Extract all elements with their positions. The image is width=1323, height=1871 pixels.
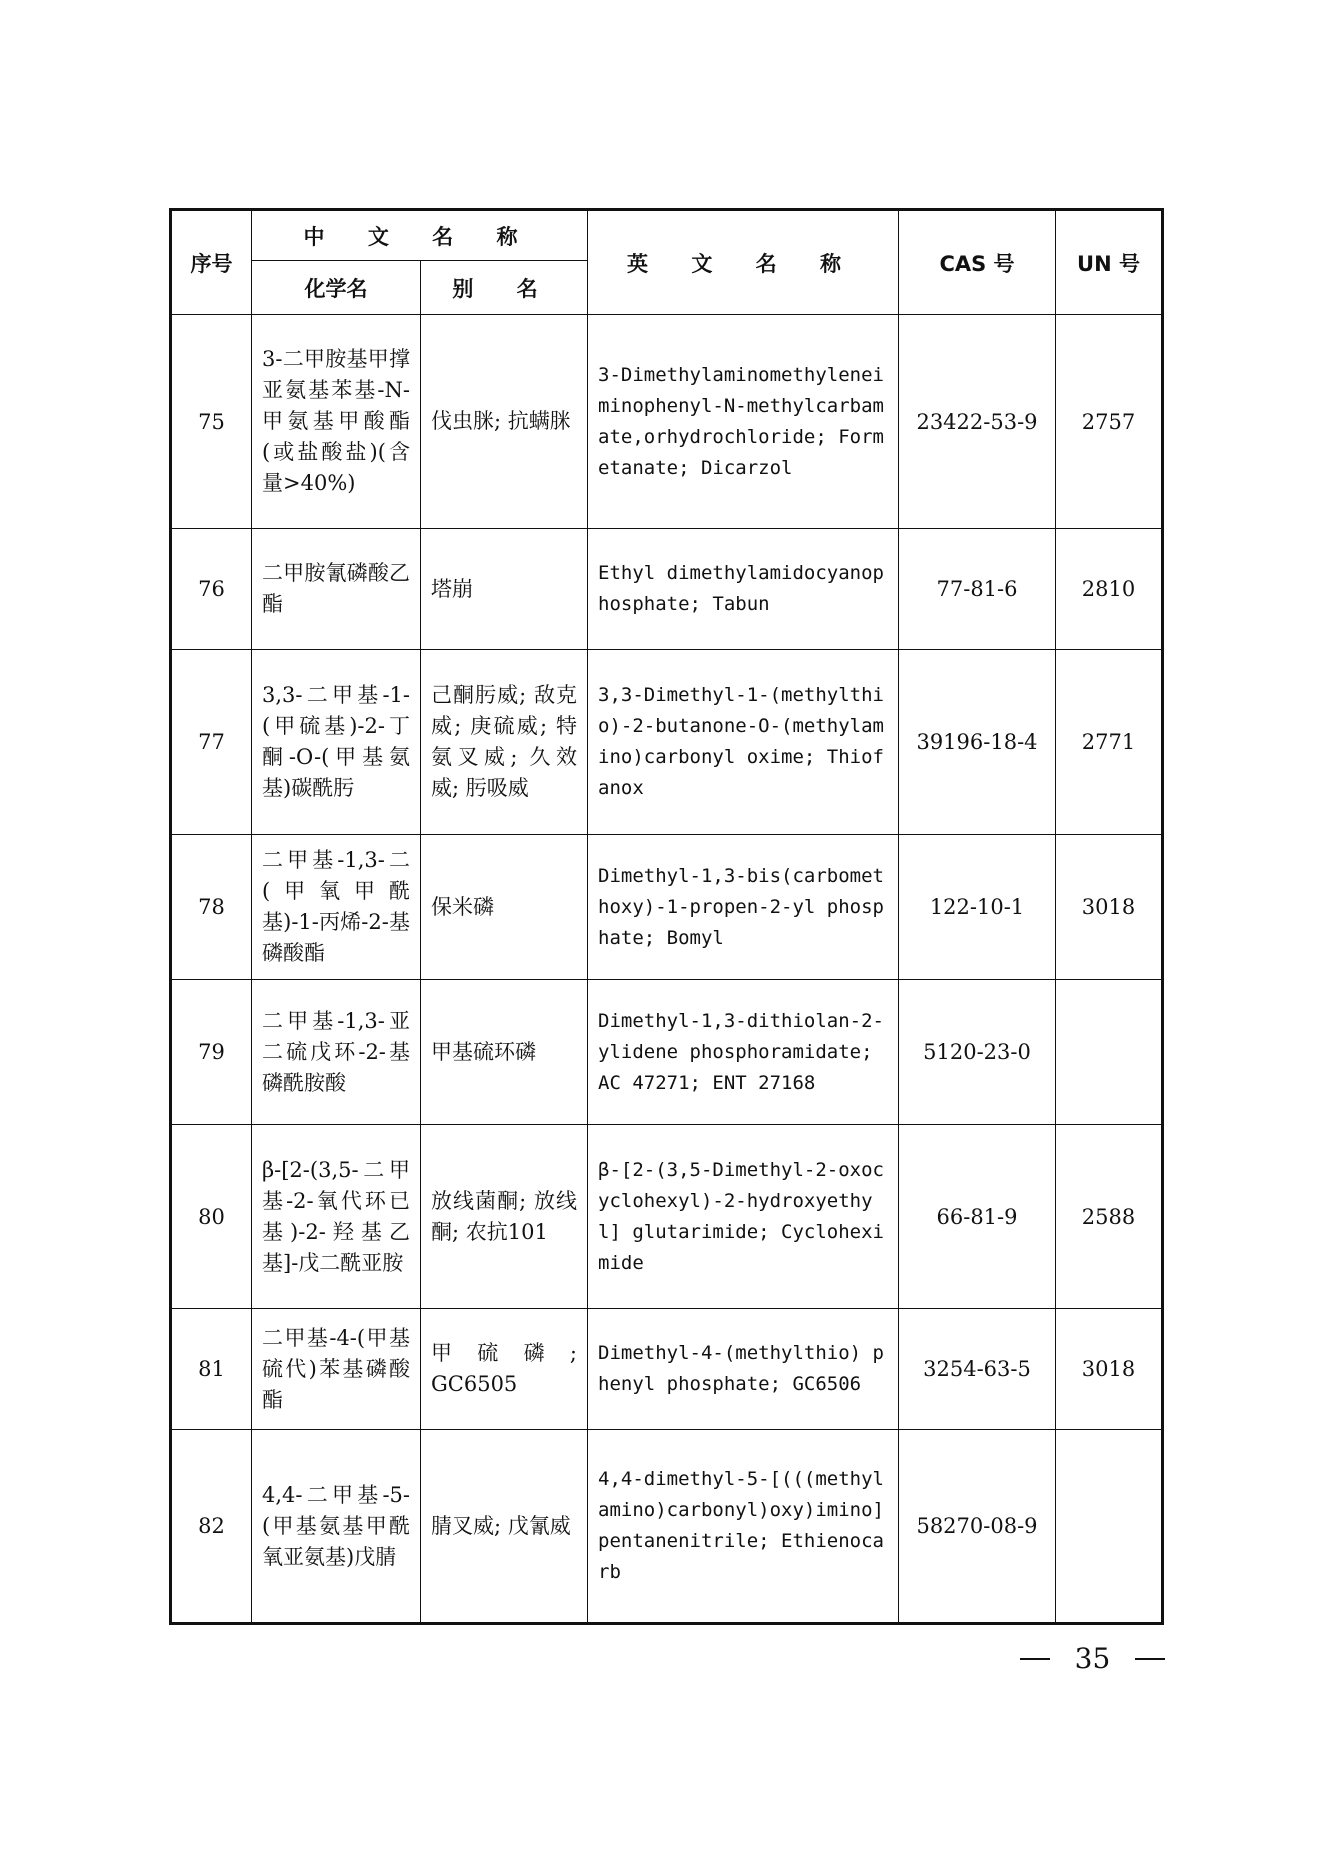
row-cas: 23422-53-9 [899, 315, 1056, 529]
row-un: 2757 [1056, 315, 1163, 529]
header-chinese-name: 中 文 名 称 [252, 210, 588, 261]
row-seq: 81 [171, 1309, 252, 1430]
row-chemical-name: 二甲基-4-(甲基硫代)苯基磷酸酯 [252, 1309, 421, 1430]
row-english-name: 4,4-dimethyl-5-[(((methylamino)carbonyl)oxy)imino]pentanenitrile; Ethienocarb [588, 1430, 899, 1624]
chemical-table-container [169, 208, 1161, 1625]
table-row [171, 1430, 1163, 1624]
row-un [1056, 1430, 1163, 1624]
table-row [171, 315, 1163, 529]
row-english-name: β-[2-(3,5-Dimethyl-2-oxocyclohexyl)-2-hydroxyethyl] glutarimide; Cycloheximide [588, 1125, 899, 1309]
header-english-name: 英 文 名 称 [588, 210, 899, 315]
table-row [171, 980, 1163, 1125]
chemical-table [169, 208, 1164, 1625]
header-chemical-name: 化学名 [252, 261, 421, 315]
row-cas: 66-81-9 [899, 1125, 1056, 1309]
page-number: 35 [1074, 1642, 1111, 1675]
row-english-name: Dimethyl-4-(methylthio) phenyl phosphate; GC6506 [588, 1309, 899, 1430]
row-chemical-name: β-[2-(3,5-二甲基-2-氧代环已基)-2-羟基乙基]-戊二酰亚胺 [252, 1125, 421, 1309]
row-chemical-name: 二甲基-1,3-亚二硫戊环-2-基磷酰胺酸 [252, 980, 421, 1125]
row-seq: 79 [171, 980, 252, 1125]
row-cas: 3254-63-5 [899, 1309, 1056, 1430]
row-seq: 77 [171, 650, 252, 835]
row-english-name: Dimethyl-1,3-dithiolan-2-ylidene phosphoramidate; AC 47271; ENT 27168 [588, 980, 899, 1125]
dash-left [1020, 1658, 1050, 1660]
header-un: UN 号 [1056, 210, 1163, 315]
row-chemical-name: 4,4-二甲基-5-(甲基氨基甲酰氧亚氨基)戊腈 [252, 1430, 421, 1624]
row-seq: 78 [171, 835, 252, 980]
table-row [171, 529, 1163, 650]
header-alias: 别 名 [421, 261, 588, 315]
row-chemical-name: 二甲基-1,3-二(甲氧甲酰基)-1-丙烯-2-基磷酸酯 [252, 835, 421, 980]
row-un: 2810 [1056, 529, 1163, 650]
row-english-name: 3-Dimethylaminomethyleneiminophenyl-N-methylcarbamate,orhydrochloride; Formetanate; Dicarzol [588, 315, 899, 529]
row-seq: 76 [171, 529, 252, 650]
row-seq: 80 [171, 1125, 252, 1309]
row-seq: 82 [171, 1430, 252, 1624]
row-un: 2588 [1056, 1125, 1163, 1309]
page-footer [1020, 1642, 1165, 1675]
row-english-name: Ethyl dimethylamidocyanophosphate; Tabun [588, 529, 899, 650]
row-un: 2771 [1056, 650, 1163, 835]
row-alias: 甲基硫环磷 [421, 980, 588, 1125]
row-cas: 77-81-6 [899, 529, 1056, 650]
row-cas: 122-10-1 [899, 835, 1056, 980]
row-cas: 58270-08-9 [899, 1430, 1056, 1624]
row-english-name: 3,3-Dimethyl-1-(methylthio)-2-butanone-O-(methylamino)carbonyl oxime; Thiofanox [588, 650, 899, 835]
row-alias: 塔崩 [421, 529, 588, 650]
row-alias: 腈叉威; 戊氰威 [421, 1430, 588, 1624]
row-alias: 甲硫磷; GC6505 [421, 1309, 588, 1430]
row-un [1056, 980, 1163, 1125]
row-seq: 75 [171, 315, 252, 529]
header-seq: 序号 [171, 210, 252, 315]
header-cas: CAS 号 [899, 210, 1056, 315]
row-chemical-name: 3,3-二甲基-1-(甲硫基)-2-丁酮-O-(甲基氨基)碳酰肟 [252, 650, 421, 835]
row-english-name: Dimethyl-1,3-bis(carbomethoxy)-1-propen-2-yl phosphate; Bomyl [588, 835, 899, 980]
table-row [171, 650, 1163, 835]
row-alias: 伐虫脒; 抗螨脒 [421, 315, 588, 529]
row-chemical-name: 3-二甲胺基甲撑亚氨基苯基-N-甲氨基甲酸酯(或盐酸盐)(含量>40%) [252, 315, 421, 529]
table-row [171, 1125, 1163, 1309]
row-alias: 放线菌酮; 放线酮; 农抗101 [421, 1125, 588, 1309]
row-alias: 己酮肟威; 敌克威; 庚硫威; 特氨叉威; 久效威; 肟吸威 [421, 650, 588, 835]
table-row [171, 835, 1163, 980]
row-alias: 保米磷 [421, 835, 588, 980]
row-un: 3018 [1056, 835, 1163, 980]
table-row [171, 1309, 1163, 1430]
row-cas: 5120-23-0 [899, 980, 1056, 1125]
dash-right [1135, 1658, 1165, 1660]
row-chemical-name: 二甲胺氰磷酸乙酯 [252, 529, 421, 650]
row-un: 3018 [1056, 1309, 1163, 1430]
row-cas: 39196-18-4 [899, 650, 1056, 835]
